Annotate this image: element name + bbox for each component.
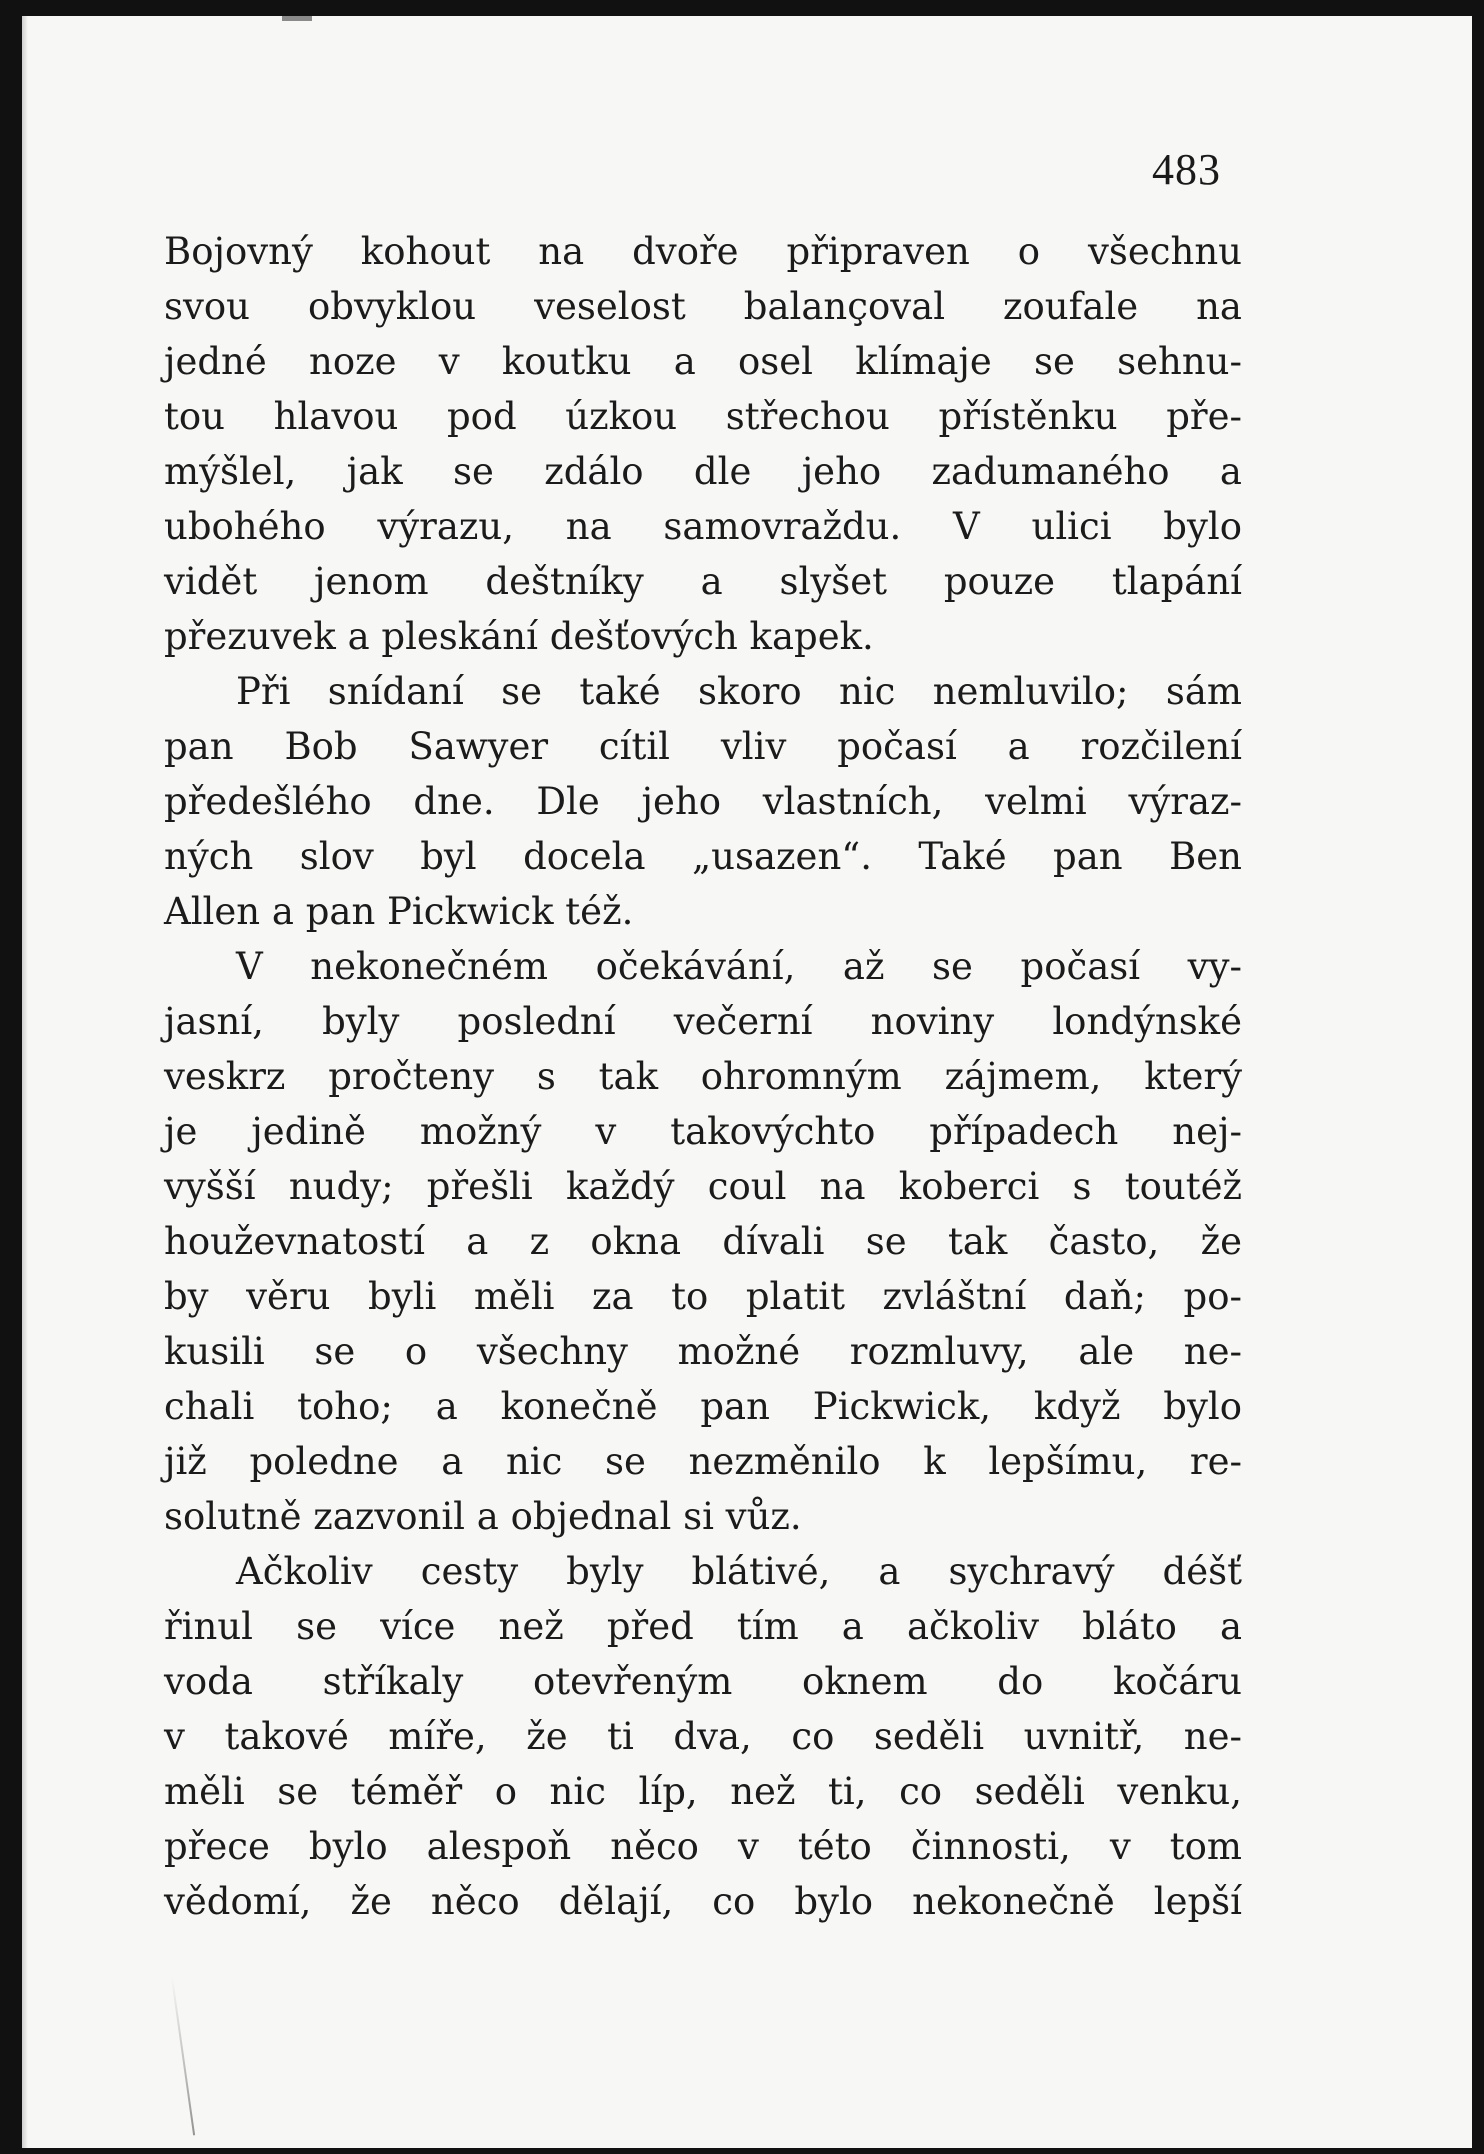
paragraph-3 [164,939,1242,1544]
text-line: ubohého výrazu, na samovraždu. V ulici bylo [164,505,1242,548]
text-line: vidět jenom deštníky a slyšet pouze tlapání [164,560,1242,603]
text-line: Ačkoliv cesty byly blátivé, a sychravý déšť [236,1550,1242,1593]
text-line: solutně zazvonil a objednal si vůz. [164,1495,802,1538]
text-line: přece bylo alespoň něco v této činnosti, v tom [164,1825,1242,1868]
paragraph-2 [164,664,1242,939]
text-line: chali toho; a konečně pan Pickwick, když bylo [164,1385,1242,1428]
text-line: mýšlel, jak se zdálo dle jeho zadumaného a [164,450,1242,493]
text-line: jedné noze v koutku a osel klímaje se sehnu- [164,340,1242,383]
text-line: řinul se více než před tím a ačkoliv bláto a [164,1605,1242,1648]
text-line: Bojovný kohout na dvoře připraven o všechnu [164,230,1242,273]
scan-mark [282,16,312,21]
text-line: přezuvek a pleskání dešťových kapek. [164,615,874,658]
text-line: vědomí, že něco dělají, co bylo nekonečně lepší [164,1880,1242,1923]
text-line: předešlého dne. Dle jeho vlastních, velmi výraz- [164,780,1242,823]
text-line: by věru byli měli za to platit zvláštní daň; po- [164,1275,1242,1318]
paragraph-4 [164,1544,1242,1929]
text-line: V nekonečném očekávání, až se počasí vy- [236,945,1242,988]
text-line: jasní, byly poslední večerní noviny londýnské [164,1000,1242,1043]
binding-shadow [22,16,28,2148]
text-line: pan Bob Sawyer cítil vliv počasí a rozčilení [164,725,1242,768]
text-line: Allen a pan Pickwick též. [164,890,634,933]
text-line: je jedině možný v takovýchto případech nej- [164,1110,1242,1153]
page-number: 483 [1152,145,1221,194]
paragraph-1 [164,224,1242,664]
text-line: veskrz pročteny s tak ohromným zájmem, který [164,1055,1242,1098]
body-text [164,224,1242,1929]
scan-scratch [171,1977,195,2136]
text-line: svou obvyklou veselost balançoval zoufale na [164,285,1242,328]
text-line: Při snídaní se také skoro nic nemluvilo; sám [236,670,1242,713]
text-line: v takové míře, že ti dva, co seděli uvnitř, ne- [164,1715,1242,1758]
text-line: kusili se o všechny možné rozmluvy, ale ne- [164,1330,1242,1373]
text-line: houževnatostí a z okna dívali se tak často, že [164,1220,1242,1263]
text-line: měli se téměř o nic líp, než ti, co seděli venku, [164,1770,1242,1813]
text-line: voda stříkaly otevřeným oknem do kočáru [164,1660,1242,1703]
text-line: ných slov byl docela „usazen“. Také pan Ben [164,835,1242,878]
text-line: již poledne a nic se nezměnilo k lepšímu, re- [164,1440,1242,1483]
text-line: tou hlavou pod úzkou střechou přístěnku pře- [164,395,1242,438]
book-page [22,16,1472,2148]
text-line: vyšší nudy; přešli každý coul na koberci s toutéž [164,1165,1242,1208]
